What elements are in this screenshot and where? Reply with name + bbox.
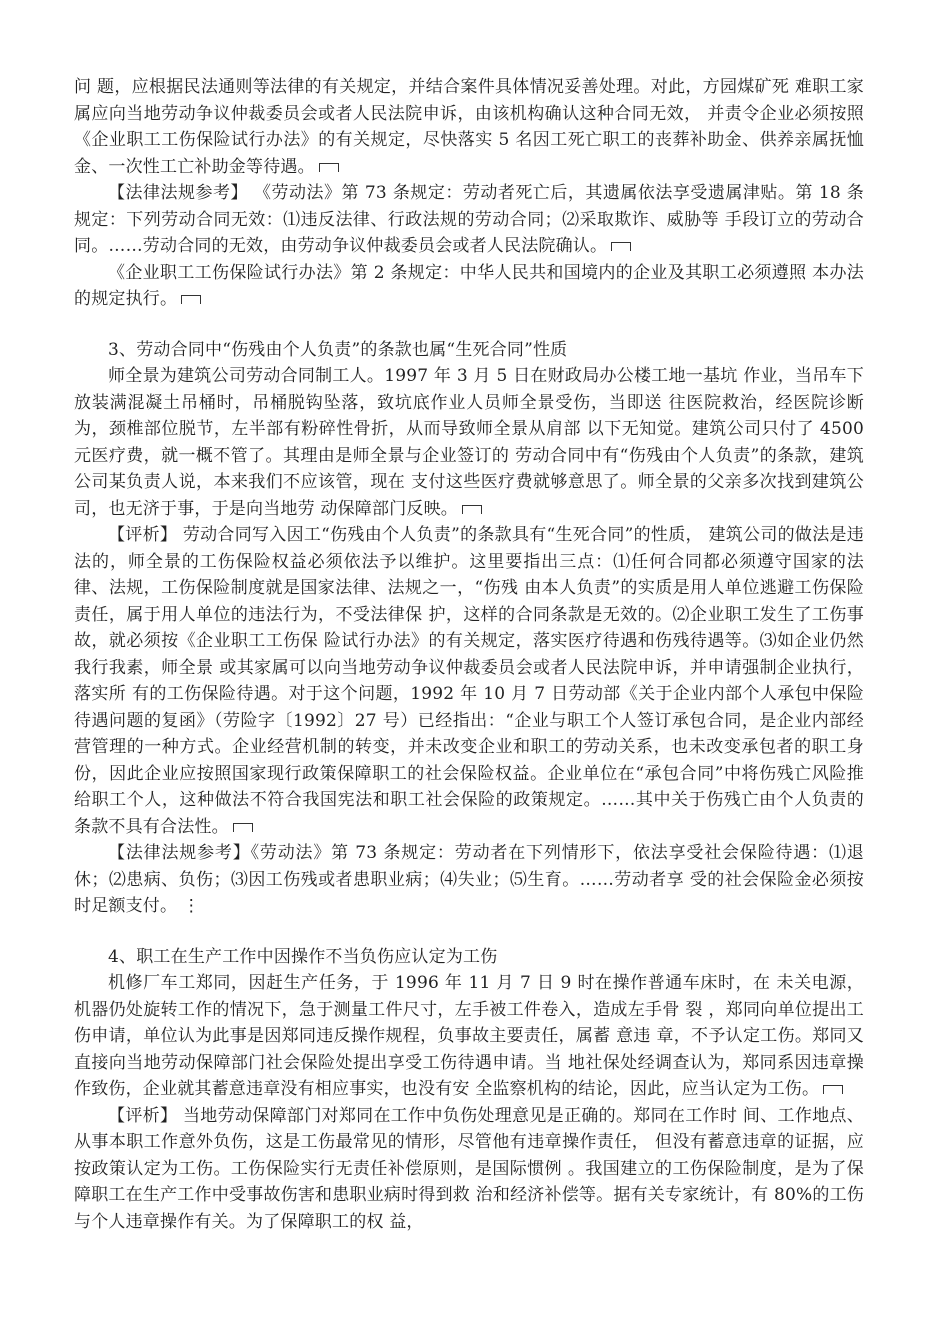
paragraph-text: 【法律法规参考】《劳动法》第 73 条规定：劳动者在下列情形下，依法享受社会保险待遇：⑴退休；⑵患病、负伤；⑶因工伤残或者患职业病；⑷失业；⑸生育。……劳动者享 受的社会保险金必须按时足额支付。 ⋮ [74, 843, 864, 916]
paragraph-text: 【评析】 当地劳动保障部门对郑同在工作中负伤处理意见是正确的。郑同在工作时 间、工作地点、从事本职工作意外负伤，这是工伤最常见的情形，尽管他有违章操作责任， 但没有蓄意违章的证据，应按政策认定为工伤。工伤保险实行无责任补偿原则，是国际惯例 。我国建立的工伤保险制度，是为了保障职工在生产工作中受事故伤害和患职业病时得到救 治和经济补偿等。据有关专家统计，有 80%的工伤与个人违章操作有关。为了保障职工的权 益， [74, 1105, 864, 1232]
paragraph-end-mark-icon [611, 242, 631, 251]
paragraph-text: 【法律法规参考】 《劳动法》第 73 条规定：劳动者死亡后，其遗属依法享受遗属津贴。第 18 条规定：下列劳动合同无效：⑴违反法律、行政法规的劳动合同；⑵采取欺诈、威胁等 手段订立的劳动合同。……劳动合同的无效，由劳动争议仲裁委员会或者人民法院确认。 [74, 183, 864, 256]
section-heading-text: 3、劳动合同中“伤残由个人负责”的条款也属“生死合同”性质 [108, 339, 568, 360]
paragraph-end-mark-icon [233, 823, 253, 832]
paragraph-end-mark-icon [181, 295, 201, 304]
section-gap [74, 313, 864, 337]
paragraph-text: 问 题，应根据民法通则等法律的有关规定，并结合案件具体情况妥善处理。对此，方园煤矿死 难职工家属应向当地劳动争议仲裁委员会或者人民法院申诉，由该机构确认这种合同无效， 并责令企业必须按照《企业职工工伤保险试行办法》的有关规定，尽快落实 5 名因工死亡职工的丧葬补助金、供养亲属抚恤金、一次性工亡补助金等待遇。 [74, 77, 864, 177]
paragraph [74, 180, 864, 260]
paragraph-text: 《企业职工工伤保险试行办法》第 2 条规定：中华人民共和国境内的企业及其职工必须遵照 本办法的规定执行。 [74, 262, 864, 309]
paragraph-end-mark-icon [823, 1085, 843, 1094]
paragraph-end-mark-icon [319, 163, 339, 172]
paragraph [74, 363, 864, 522]
paragraph [74, 522, 864, 840]
section-heading [74, 337, 864, 364]
document-body [74, 74, 864, 1235]
paragraph [74, 1103, 864, 1236]
paragraph [74, 260, 864, 313]
paragraph-end-mark-icon [462, 505, 482, 514]
section-heading [74, 944, 864, 971]
paragraph-text: 机修厂车工郑同，因赶生产任务，于 1996 年 11 月 7 日 9 时在操作普通车床时，在 未关电源，机器仍处旋转工作的情况下，急于测量工件尺寸，左手被工件卷入，造成左手骨 裂 ，郑同向单位提出工伤申请，单位认为此事是因郑同违反操作规程，负事故主要责任，属蓄 意违 章，不予认定工伤。郑同又直接向当地劳动保障部门社会保险处提出享受工伤待遇申请。当 地社保处经调查认为，郑同系因违章操作致伤，企业就其蓄意违章没有相应事实，也没有安 全监察机构的结论，因此，应当认定为工伤。 [74, 973, 864, 1099]
paragraph [74, 970, 864, 1103]
paragraph [74, 840, 864, 920]
section-gap [74, 920, 864, 944]
paragraph-text: 师全景为建筑公司劳动合同制工人。1997 年 3 月 5 日在财政局办公楼工地一基坑 作业，当吊车下放装满混凝土吊桶时，吊桶脱钩坠落，致坑底作业人员师全景受伤，当即送 往医院救治，经医院诊断为，颈椎部位脱节，左半部有粉碎性骨折，从而导致师全景从肩部 以下无知觉。建筑公司只付了 4500 元医疗费，就一概不管了。其理由是师全景与企业签订的 劳动合同中有“伤残由个人负责”的条款，建筑公司某负责人说，本来我们不应该管，现在 支付这些医疗费就够意思了。师全景的父亲多次找到建筑公司，也无济于事，于是向当地劳 动保障部门反映。 [74, 366, 864, 519]
paragraph [74, 74, 864, 180]
section-heading-text: 4、职工在生产工作中因操作不当负伤应认定为工伤 [108, 946, 498, 967]
paragraph-text: 【评析】 劳动合同写入因工“伤残由个人负责”的条款具有“生死合同”的性质， 建筑公司的做法是违法的，师全景的工伤保险权益必须依法予以维护。这里要指出三点：⑴任何合同都必须遵守国家的法律、法规，工伤保险制度就是国家法律、法规之一，“伤残 由本人负责”的实质是用人单位逃避工伤保险责任，属于用人单位的违法行为，不受法律保 护，这样的合同条款是无效的。⑵企业职工发生了工伤事故，就必须按《企业职工工伤保 险试行办法》的有关规定，落实医疗待遇和伤残待遇等。⑶如企业仍然我行我素，师全景 或其家属可以向当地劳动争议仲裁委员会或者人民法院申诉，并申请强制企业执行，落实所 有的工伤保险待遇。对于这个问题，1992 年 10 月 7 日劳动部《关于企业内部个人承包中保险 待遇问题的复函》（劳险字〔1992〕27 号）已经指出：“企业与职工个人签订承包合同，是企业内部经营管理的一种方式。企业经营机制的转变，并未改变企业和职工的劳动关系，也未改变承包者的职工身份，因此企业应按照国家现行政策保障职工的社会保险权益。企业单位在“承包合同”中将伤残亡风险推给职工个人，这种做法不符合我国宪法和职工社会保险的政策规定。……其中关于伤残亡由个人负责的条款不具有合法性。 [74, 525, 864, 837]
